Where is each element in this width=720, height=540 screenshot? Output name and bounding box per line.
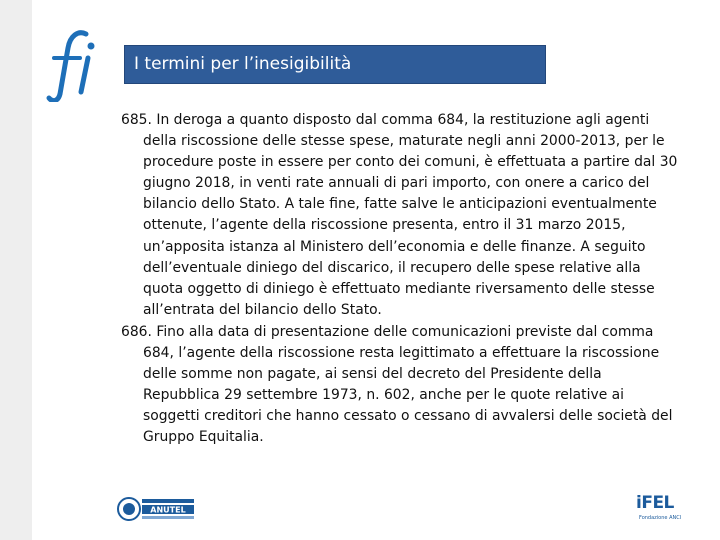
- fi-logo-icon: [46, 28, 106, 102]
- paragraph-685: 685. In deroga a quanto disposto dal comma 684, la restituzione agli agenti della riscossione delle stesse spese, maturate negli anni 2000-2013, per le procedure poste in essere per conto dei comuni, è effettuata a partire dal 30 giugno 2018, in venti rate annuali di pari importo, con onere a carico del bilancio dello Stato. A tale fine, fatte salve le anticipazioni eventualmente ottenute, l’agente della riscossione presenta, entro il 31 marzo 2015, un’apposita istanza al Ministero dell’economia e delle finanze. A seguito dell’eventuale diniego del discarico, il recupero delle spese relative alla quota oggetto di diniego è effettuato mediante riversamento delle stesse all’entrata del bilancio dello Stato.: [121, 112, 678, 318]
- ifel-logo-text: iFEL: [636, 493, 674, 513]
- ifel-logo: [636, 493, 682, 524]
- left-margin-strip: [0, 0, 32, 540]
- slide-body: [121, 110, 681, 450]
- ifel-logo-subtext: Fondazione ANCI: [639, 515, 682, 521]
- slide-title: I termini per l’inesigibilità: [124, 45, 546, 84]
- anutel-logo-text: ANUTEL: [150, 505, 186, 515]
- paragraph-686: 686. Fino alla data di presentazione delle comunicazioni previste dal comma 684, l’agente della riscossione resta legittimato a effettuare la riscossione delle somme non pagate, ai sensi del decreto del Presidente della Repubblica 29 settembre 1973, n. 602, anche per le quote relative ai soggetti creditori che hanno cessato o cessano di avvalersi delle società del Gruppo Equitalia.: [121, 323, 673, 446]
- anutel-logo: [116, 494, 196, 524]
